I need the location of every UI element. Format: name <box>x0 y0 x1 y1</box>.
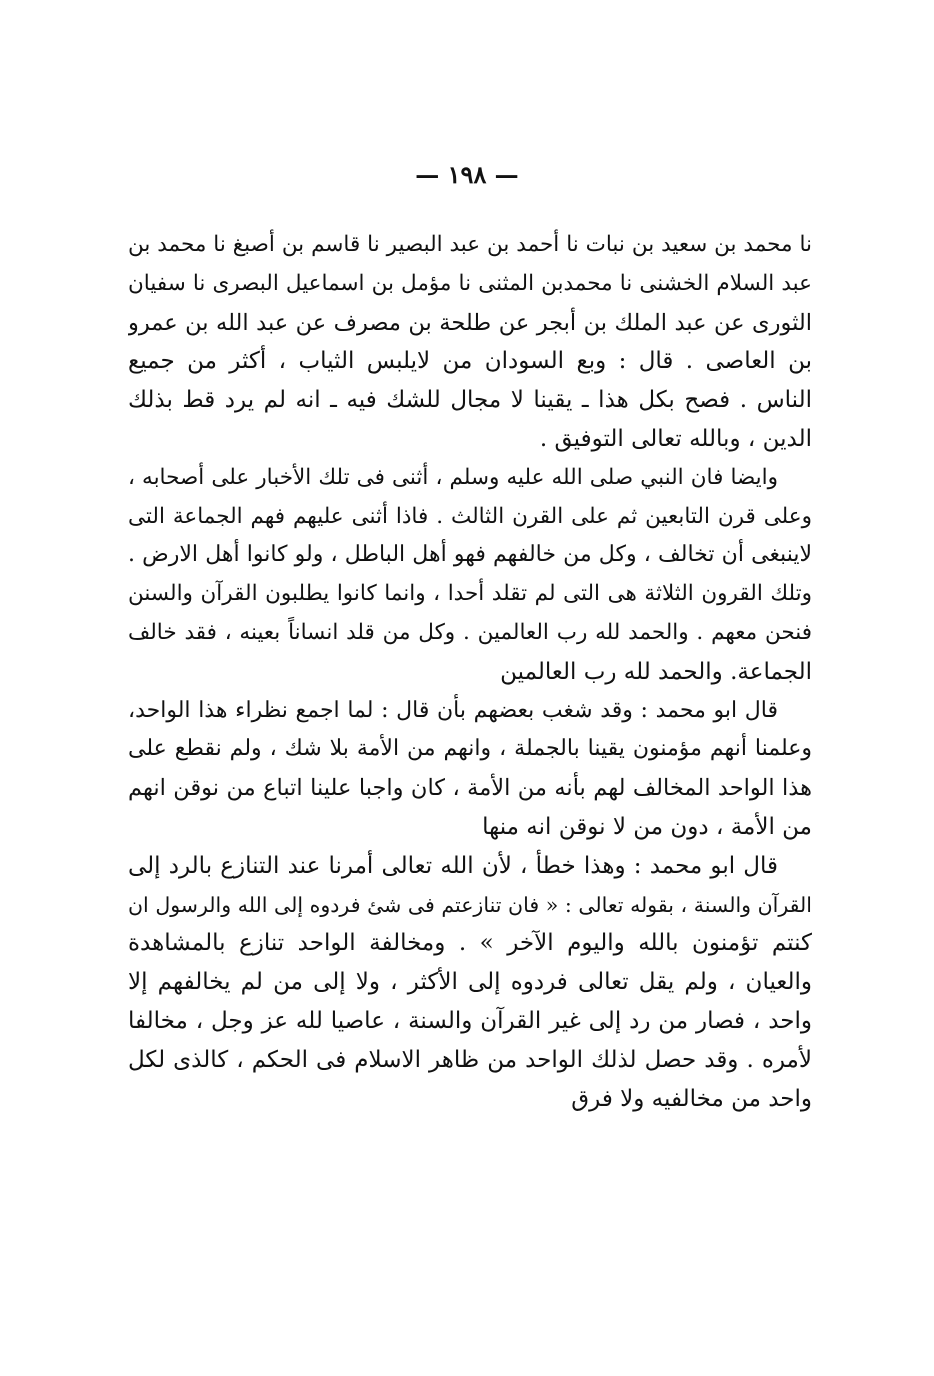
text-line: عبد السلام الخشنى نا محمدبن المثنى نا مؤمل بن اسماعيل البصرى نا سفيان <box>128 270 812 296</box>
text-line: قال ابو محمد : وقد شغب بعضهم بأن قال : لما اجمع نظراء هذا الواحد، <box>128 697 778 723</box>
text-line: الدين ، وبالله تعالى التوفيق . <box>539 425 812 452</box>
text-line: واحد ، فصار من رد إلى غير القرآن والسنة ، عاصيا لله عز وجل ، مخالفا <box>128 1007 812 1034</box>
text-line: بن العاصى . قال : وبع السودان من لايلبس الثياب ، أكثر من جميع <box>128 348 812 375</box>
text-line: وايضا فان النبي صلى الله عليه وسلم ، أثنى فى تلك الأخبار على أصحابه ، <box>128 464 778 490</box>
text-line: قال ابو محمد : وهذا خطأ ، لأن الله تعالى أمرنا عند التنازع بالرد إلى <box>128 852 778 879</box>
text-line: نا محمد بن سعيد بن نبات نا أحمد بن عبد البصير نا قاسم بن أصبغ نا محمد بن <box>128 232 812 257</box>
page-number: — ١٩٨ — <box>415 160 519 189</box>
body-text <box>128 226 812 1118</box>
text-line: من الأمة ، دون من لا نوقن انه منها <box>482 813 812 840</box>
text-line: الجماعة. والحمد لله رب العالمين <box>500 658 812 685</box>
text-line: لأمره . وقد حصل لذلك الواحد من ظاهر الاسلام فى الحكم ، كالذى لكل <box>128 1046 812 1073</box>
text-line: والعيان ، ولم يقل تعالى فردوه إلى الأكثر ، ولا إلى من لم يخالفهم إلا <box>128 969 812 996</box>
text-line: الناس . فصح بكل هذا ـ يقينا لا مجال للشك فيه ـ انه لم يرد قط بذلك <box>128 387 812 414</box>
text-line: القرآن والسنة ، بقوله تعالى : « فان تنازعتم فى شئ فردوه إلى الله والرسول ان <box>128 892 812 917</box>
text-line: كنتم تؤمنون بالله واليوم الآخر » . ومخالفة الواحد تنازع بالمشاهدة <box>128 930 812 957</box>
text-line: وتلك القرون الثلاثة هى التى لم تقلد أحدا ، وانما كانوا يطلبون القرآن والسنن <box>128 581 812 607</box>
text-line: وعلمنا أنهم مؤمنون يقينا بالجملة ، وانهم من الأمة بلا شك ، ولم نقطع على <box>128 736 812 762</box>
text-line: واحد من مخالفيه ولا فرق <box>571 1085 812 1112</box>
text-line: فنحن معهم . والحمد لله رب العالمين . وكل من قلد انساناً بعينه ، فقد خالف <box>128 619 812 645</box>
text-line: الثورى عن عبد الملك بن أبجر عن طلحة بن مصرف عن عبد الله بن عمرو <box>128 309 812 336</box>
text-line: هذا الواحد المخالف لهم بأنه من الأمة ، كان واجبا علينا اتباع من نوقن انهم <box>128 775 812 802</box>
text-line: وعلى قرن التابعين ثم على القرن الثالث . فاذا أثنى عليهم فهم الجماعة التى <box>128 503 812 529</box>
text-line: لاينبغى أن تخالف ، وكل من خالفهم فهو أهل الباطل ، ولو كانوا أهل الارض . <box>128 542 812 568</box>
